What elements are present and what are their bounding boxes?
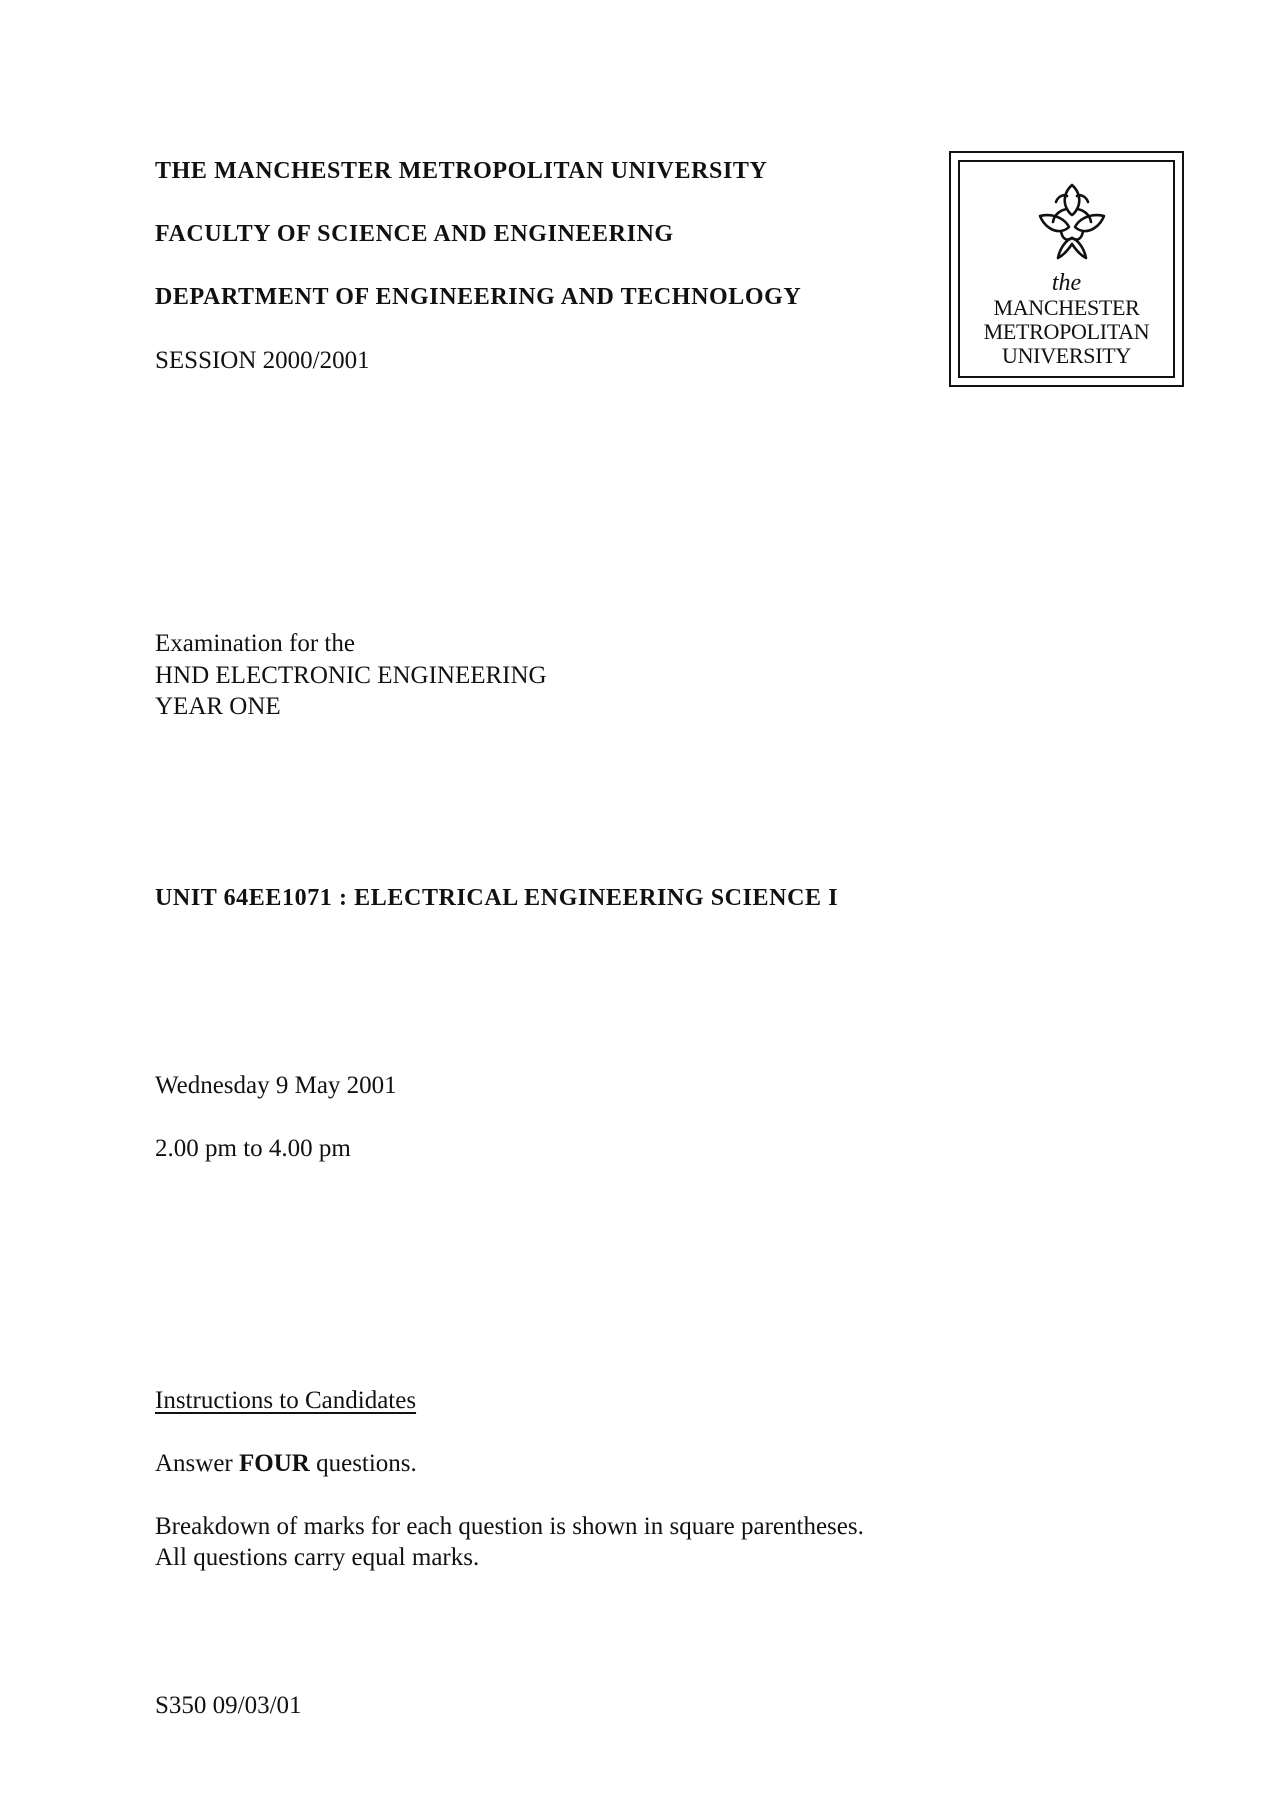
exam-date: Wednesday 9 May 2001 bbox=[155, 1072, 397, 1099]
exam-line-1: Examination for the bbox=[155, 630, 355, 657]
unit-title: UNIT 64EE1071 : ELECTRICAL ENGINEERING SCIENCE I bbox=[155, 885, 839, 911]
equal-marks-text: All questions carry equal marks. bbox=[155, 1544, 480, 1571]
answer-count: FOUR bbox=[239, 1450, 310, 1477]
session-text: SESSION 2000/2001 bbox=[155, 347, 370, 374]
marks-breakdown-text: Breakdown of marks for each question is shown in square parentheses. bbox=[155, 1513, 864, 1540]
logo-word-the: the bbox=[1051, 270, 1082, 296]
answer-prefix: Answer bbox=[155, 1450, 240, 1477]
university-logo bbox=[949, 151, 1184, 387]
logo-inner-frame bbox=[958, 160, 1175, 378]
document-code: S350 09/03/01 bbox=[155, 1692, 302, 1719]
answer-suffix: questions. bbox=[309, 1450, 417, 1477]
exam-time: 2.00 pm to 4.00 pm bbox=[155, 1135, 351, 1162]
logo-word-manchester: MANCHESTER bbox=[993, 295, 1140, 320]
university-crest-icon bbox=[1036, 182, 1108, 262]
answer-instruction bbox=[155, 1448, 417, 1479]
exam-programme: HND ELECTRONIC ENGINEERING bbox=[155, 662, 547, 689]
university-heading: THE MANCHESTER METROPOLITAN UNIVERSITY bbox=[155, 158, 768, 184]
department-heading: DEPARTMENT OF ENGINEERING AND TECHNOLOGY bbox=[155, 284, 802, 310]
exam-year: YEAR ONE bbox=[155, 693, 281, 720]
faculty-heading: FACULTY OF SCIENCE AND ENGINEERING bbox=[155, 221, 674, 247]
instructions-heading: Instructions to Candidates bbox=[155, 1387, 417, 1414]
logo-word-university: UNIVERSITY bbox=[1002, 343, 1131, 368]
logo-word-metropolitan: METROPOLITAN bbox=[983, 319, 1150, 344]
